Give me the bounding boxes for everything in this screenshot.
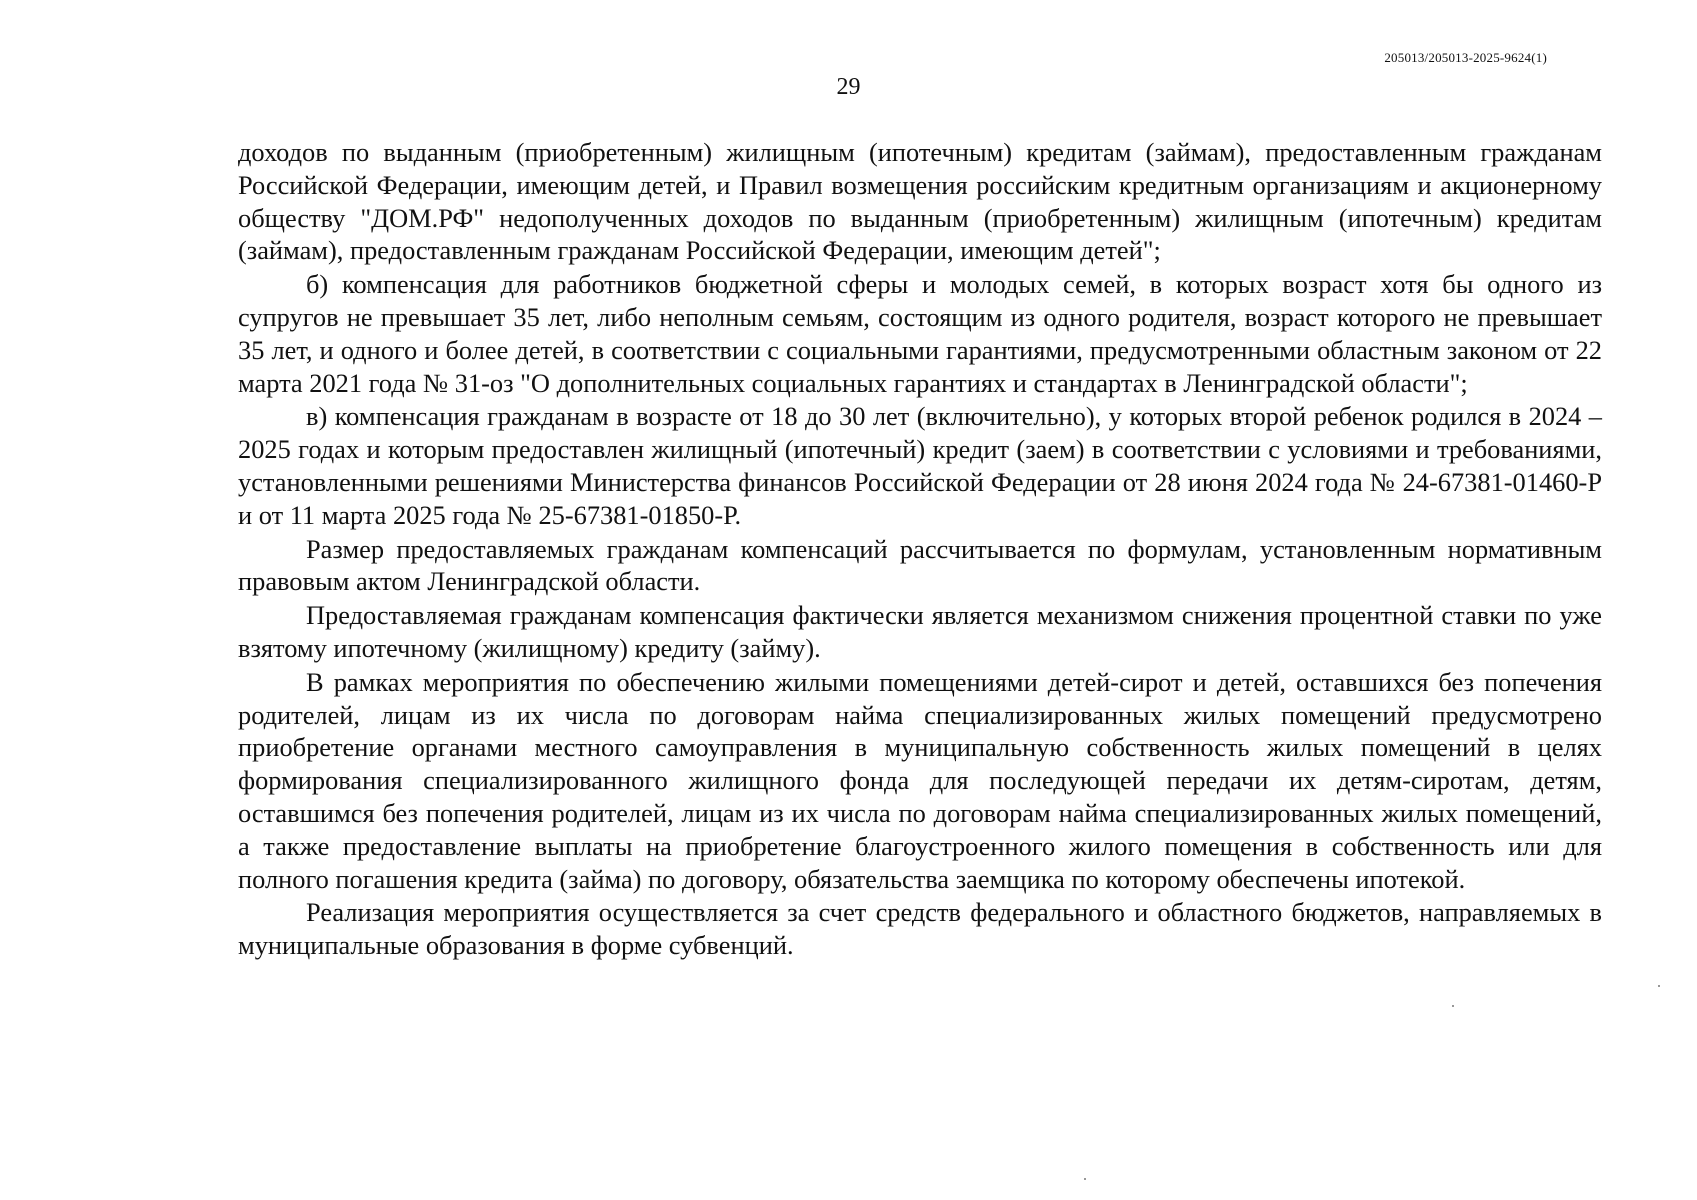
paragraph-compensation-mechanism: Предоставляемая гражданам компенсация фактически является механизмом снижения процентной ставки по уже взятому ипотечному (жилищному) кредиту (займу).: [238, 600, 1602, 663]
scan-speck: [1452, 1005, 1454, 1007]
paragraph-funding: Реализация мероприятия осуществляется за счет средств федерального и областного бюджетов, направляемых в муниципальные образования в форме субвенций.: [238, 897, 1602, 961]
scan-speck: [1658, 985, 1660, 987]
paragraph-item-b: б) компенсация для работников бюджетной сферы и молодых семей, в которых возраст хотя бы одного из супругов не превышает 35 лет, либо неполным семьям, состоящим из одного родителя, возраст которого не превышает 35 лет, и одного и более детей, в соответствии с социальными гарантиями, предусмотренными областным законом от 22 марта 2021 года № 31-оз "О дополнительных социальных гарантиях и стандартах в Ленинградской области";: [238, 269, 1602, 398]
scan-speck: [1084, 1178, 1086, 1180]
paragraph-orphans-housing: В рамках мероприятия по обеспечению жилыми помещениями детей-сирот и детей, оставшихся без попечения родителей, лицам из их числа по договорам найма специализированных жилых помещений предусмотрено приобретение органами местного самоуправления в муниципальную собственность жилых помещений в целях формирования специализированного жилищного фонда для последующей передачи их детям-сиротам, детям, оставшимся без попечения родителей, лицам из их числа по договорам найма специализированных жилых помещений, а также предоставление выплаты на приобретение благоустроенного жилого помещения в собственность или для полного погашения кредита (займа) по договору, обязательства заемщика по которому обеспечены ипотекой.: [238, 666, 1602, 894]
document-id: 205013/205013-2025-9624(1): [1384, 50, 1547, 65]
paragraph-item-v: в) компенсация гражданам в возрасте от 18 до 30 лет (включительно), у которых второй ребенок родился в 2024 – 2025 годах и которым предоставлен жилищный (ипотечный) кредит (заем) в соответствии с условиями и требованиями, установленными решениями Министерства финансов Российской Федерации от 28 июня 2024 года № 24-67381-01460-Р и от 11 марта 2025 года № 25-67381-01850-Р.: [238, 401, 1602, 530]
body-text: [238, 136, 1602, 963]
paragraph-compensation-size: Размер предоставляемых гражданам компенсаций рассчитывается по формулам, установленным нормативным правовым актом Ленинградской области.: [238, 533, 1602, 597]
page-number: 29: [836, 74, 861, 100]
paragraph-continuation: доходов по выданным (приобретенным) жилищным (ипотечным) кредитам (займам), предоставленным гражданам Российской Федерации, имеющим детей, и Правил возмещения российским кредитным организациям и акционерному обществу "ДОМ.РФ" недополученных доходов по выданным (приобретенным) жилищным (ипотечным) кредитам (займам), предоставленным гражданам Российской Федерации, имеющим детей";: [238, 137, 1602, 266]
